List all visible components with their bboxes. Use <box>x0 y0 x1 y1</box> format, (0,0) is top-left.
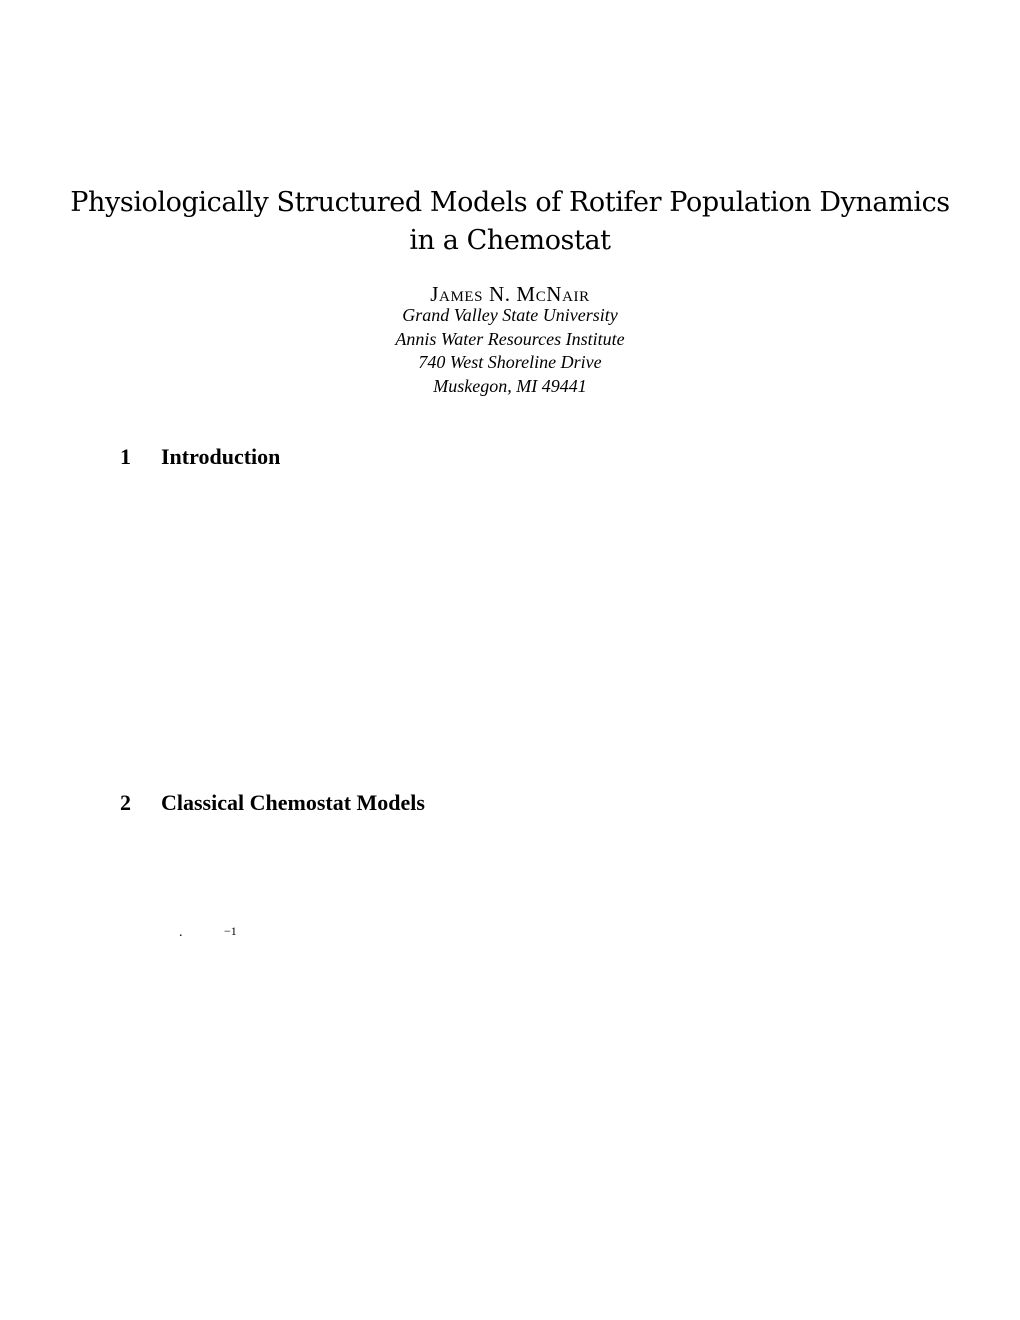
stray-superscript-mark: −1 <box>224 924 237 938</box>
author-name: James N. McNair <box>430 282 590 306</box>
section-number: 2 <box>120 790 131 815</box>
affiliation-city: Muskegon, MI 49441 <box>433 375 587 396</box>
section-heading-classical-chemostat-models <box>120 789 425 817</box>
affiliation-university: Grand Valley State University <box>402 305 618 325</box>
section-number: 1 <box>120 444 131 469</box>
author-affiliation <box>0 304 1020 398</box>
affiliation-street: 740 West Shoreline Drive <box>418 352 602 372</box>
affiliation-institute: Annis Water Resources Institute <box>395 328 625 349</box>
section-title: Introduction <box>161 444 281 469</box>
stray-dot-mark: . <box>179 925 183 940</box>
paper-title-line-1: Physiologically Structured Models of Rotifer Population Dynamics <box>70 187 950 218</box>
section-title: Classical Chemostat Models <box>161 790 425 815</box>
paper-title <box>0 184 1020 260</box>
paper-title-line-2: in a Chemostat <box>409 225 611 256</box>
section-heading-introduction <box>120 443 280 471</box>
